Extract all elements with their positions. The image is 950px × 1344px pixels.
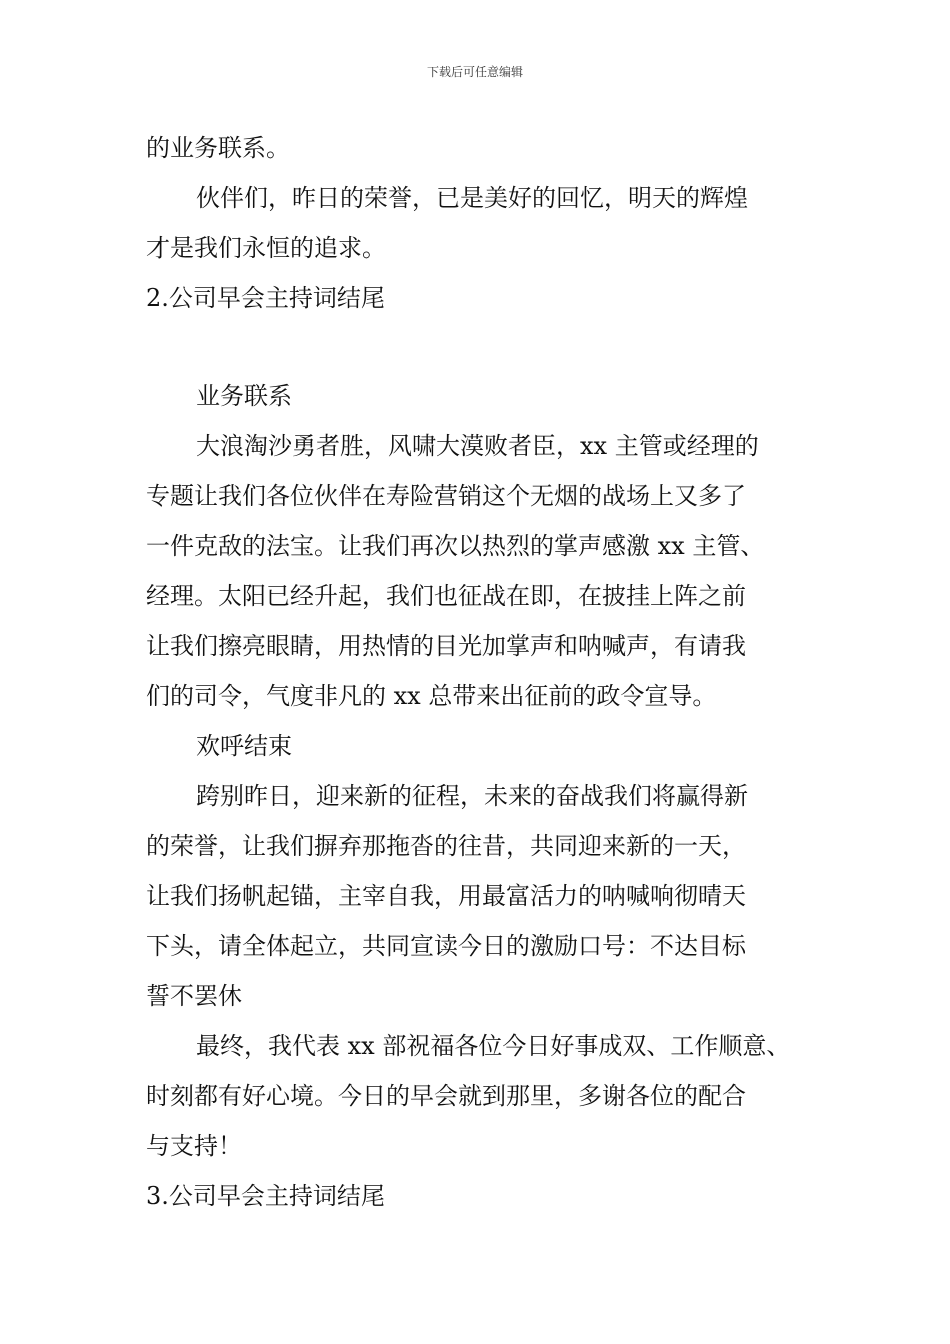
text-line: 时刻都有好心境。今日的早会就到那里，多谢各位的配合 [146,1082,746,1110]
text-line: 的荣誉，让我们摒弃那拖沓的往昔，共同迎来新的一天， [146,832,746,860]
section-heading: 2.公司早会主持词结尾 [146,284,385,312]
subheading: 业务联系 [196,382,292,410]
text-line: 下头，请全体起立，共同宣读今日的激励口号：不达目标 [146,932,746,960]
section-heading: 3.公司早会主持词结尾 [146,1182,385,1210]
page-header: 下载后可任意编辑 [426,65,523,79]
text-line: 伙伴们，昨日的荣誉，已是美好的回忆，明天的辉煌 [196,184,748,212]
text-line: 跨别昨日，迎来新的征程，未来的奋战我们将赢得新 [196,782,748,810]
text-line: 才是我们永恒的追求。 [146,234,386,262]
text-line: 与支持！ [146,1132,242,1160]
text-line: 们的司令，气度非凡的 xx 总带来出征前的政令宣导。 [146,682,717,710]
text-line: 誓不罢休 [146,982,242,1010]
text-line: 专题让我们各位伙伴在寿险营销这个无烟的战场上又多了 [146,482,746,510]
text-line: 大浪淘沙勇者胜，风啸大漠败者臣，xx 主管或经理的 [196,432,759,460]
text-line: 让我们擦亮眼睛，用热情的目光加掌声和呐喊声，有请我 [146,632,746,660]
text-line: 让我们扬帆起锚，主宰自我，用最富活力的呐喊响彻晴天 [146,882,746,910]
text-line: 的业务联系。 [146,134,290,162]
text-line: 一件克敌的法宝。让我们再次以热烈的掌声感激 xx 主管、 [146,532,765,560]
subheading: 欢呼结束 [196,732,292,760]
text-line: 最终，我代表 xx 部祝福各位今日好事成双、工作顺意、 [196,1032,791,1060]
text-line: 经理。太阳已经升起，我们也征战在即，在披挂上阵之前 [146,582,746,610]
